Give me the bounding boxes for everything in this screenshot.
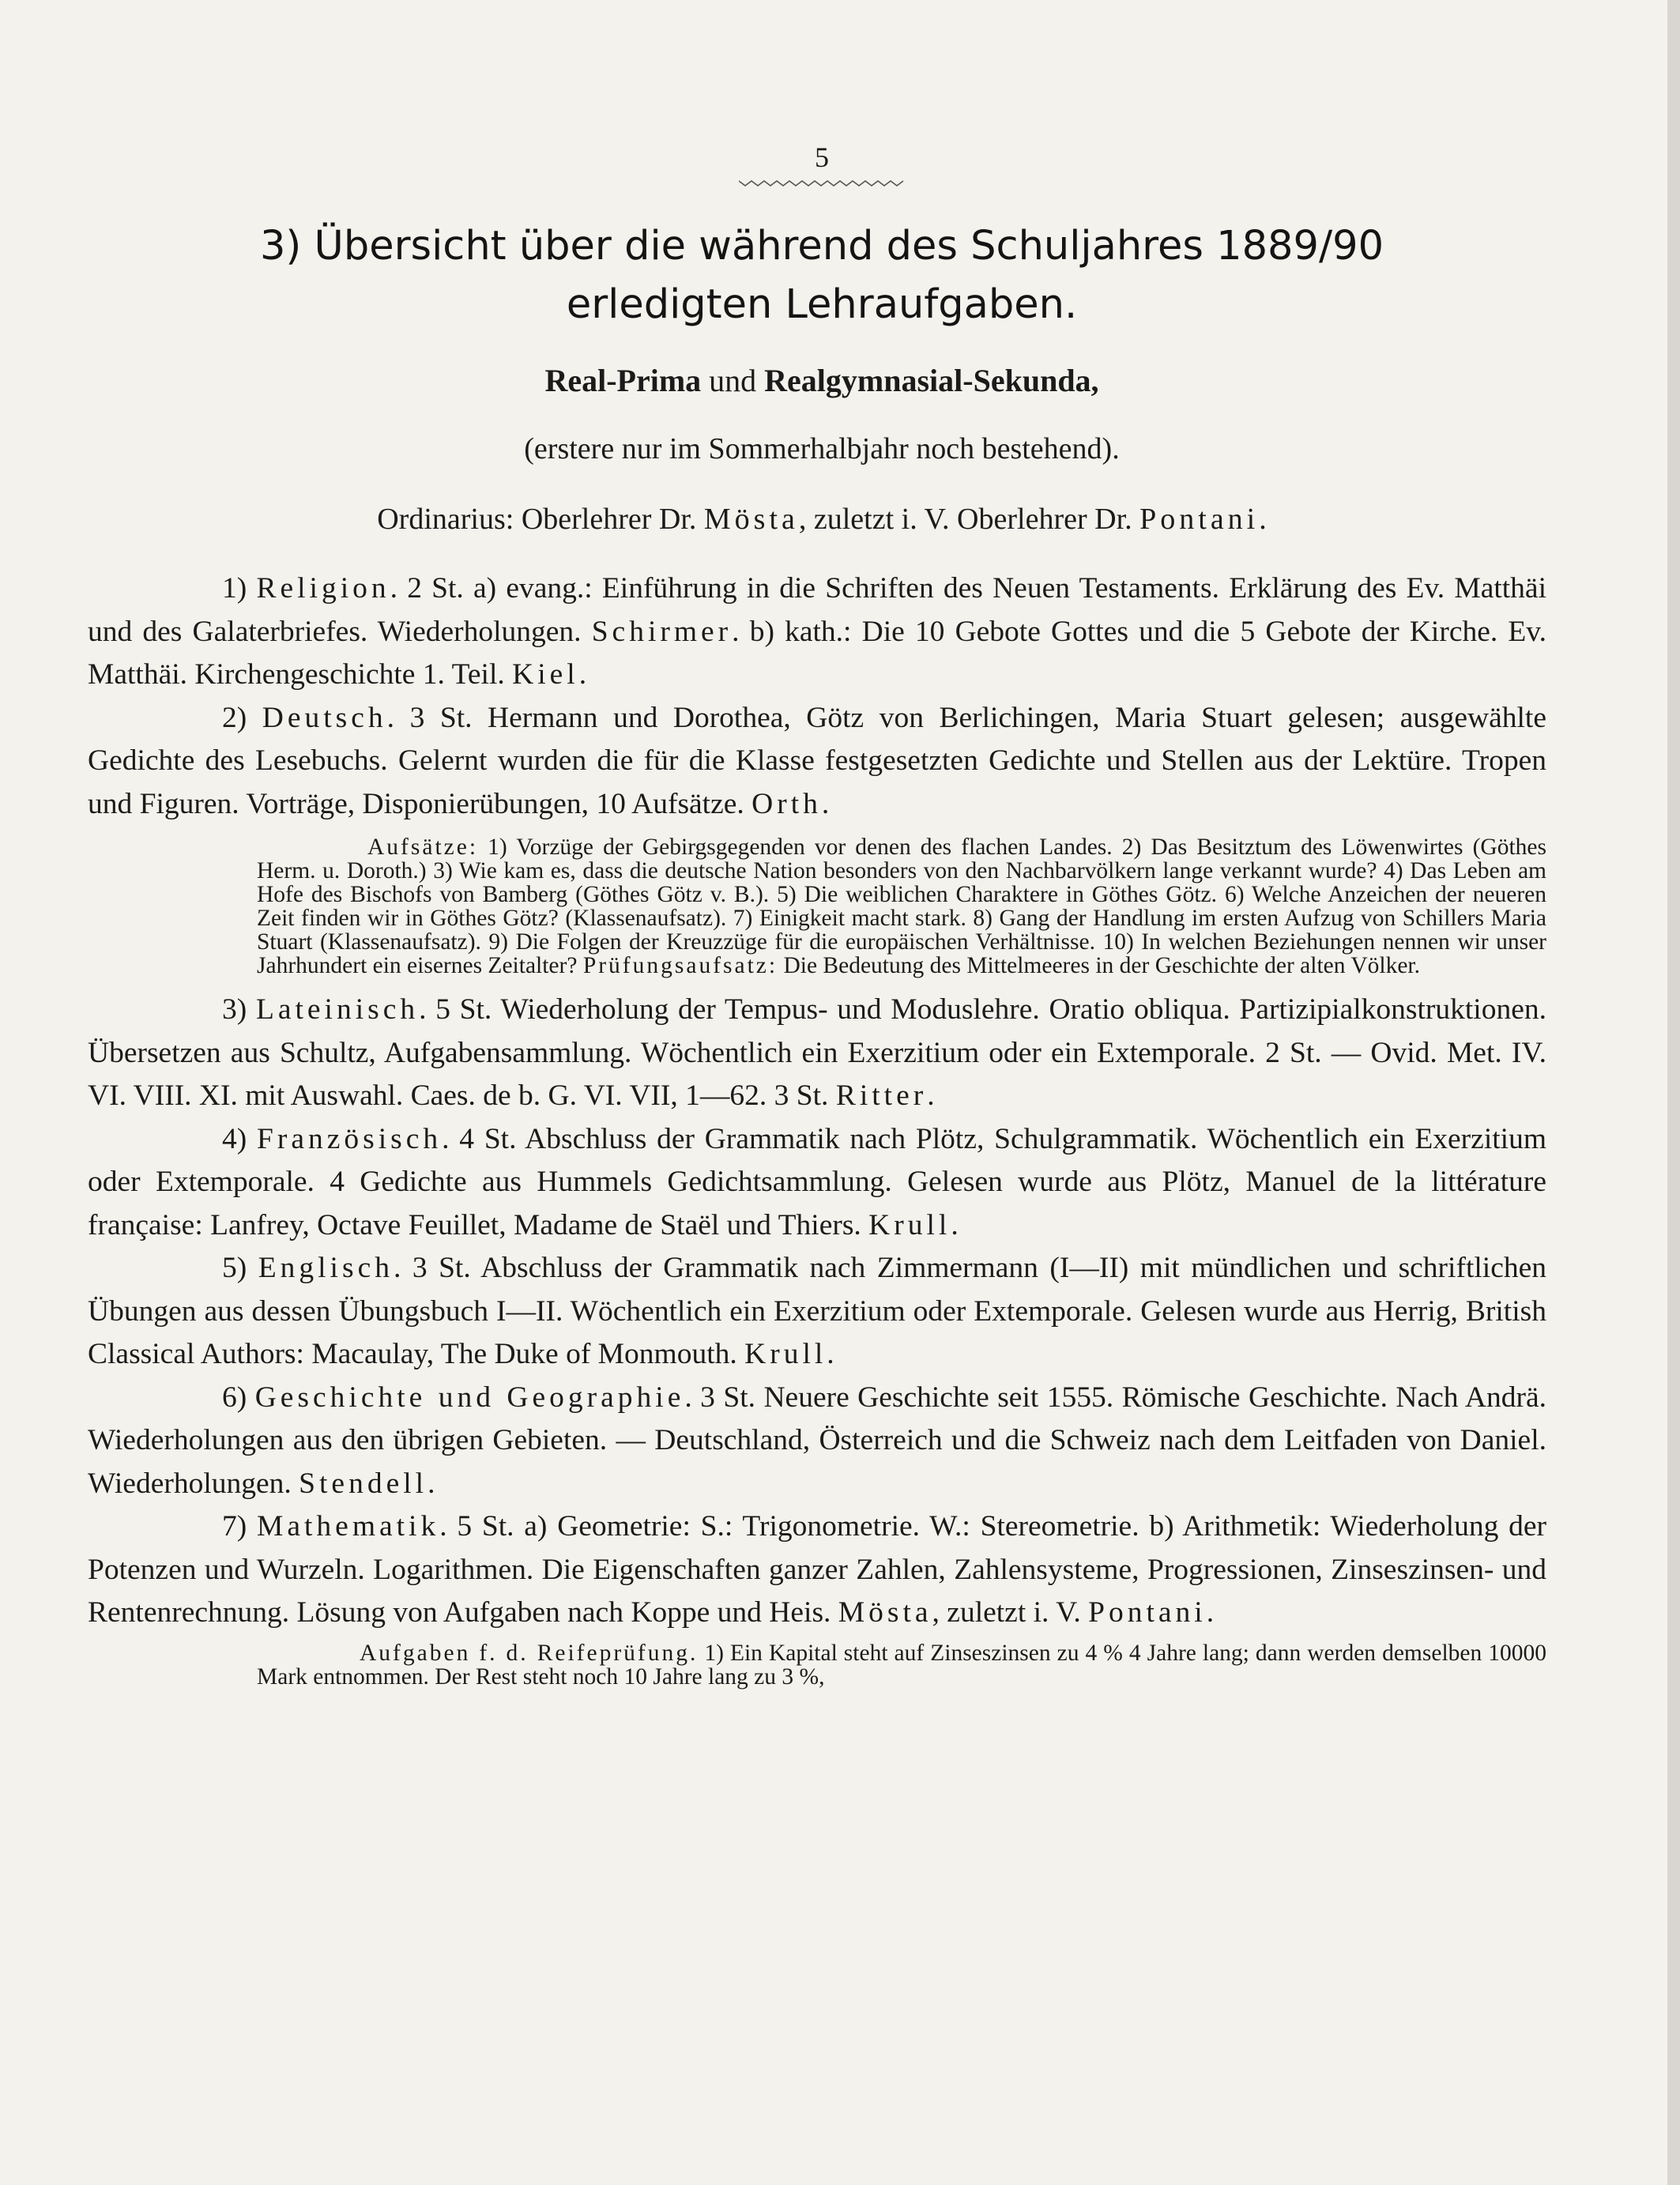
aufsaetze-text: 1) Vorzüge der Gebirgsgegenden vor denen des flachen Landes. 2) Das Besitztum des Löwenwirtes (Göthes Herm. u. Doroth.) 3) Wie kam es, dass die deutsche Nation besonders von den Nachbarvölkern lange verkannt wurde? 4) Das Leben am Hofe des Bischofs von Bamberg (Göthes Götz v. B.). 5) Die weiblichen Charaktere in Göthes Götz. 6) Welche Anzeichen der neueren Zeit finden wir in Göthes Götz? (Klassenaufsatz). 7) Einigkeit macht stark. 8) Gang der Handlung im ersten Aufzug von Schillers Maria Stuart (Klassenaufsatz). 9) Die Folgen der Kreuzzüge für die europäischen Verhältnisse. 10) In welchen Beziehungen nennen wir unser Jahrhundert ein eisernes Zeitalter? [257, 834, 1546, 978]
ordinarius-name-1: Mösta [703, 503, 799, 536]
section-latein [88, 989, 1546, 1118]
deutsch-end: . [821, 787, 830, 820]
subtitle-note: (erstere nur im Sommerhalbjahr noch bestehend). [524, 432, 1120, 465]
latein-subject: Lateinisch [255, 993, 420, 1026]
religion-text-2: . b) kath.: Die 10 Gebote Gottes und die 5 Gebote der Kirche. Ev. Matthäi. Kirchengeschichte 1. Teil. [88, 615, 1546, 691]
deutsch-num: 2) [222, 701, 262, 734]
ordinarius-prefix: Ordinarius: Oberlehrer Dr. [377, 503, 704, 536]
reifepruefung-note [257, 1641, 1546, 1689]
deutsch-text: . 3 St. Hermann und Dorothea, Götz von Berlichingen, Maria Stuart gelesen; ausgewählte Gedichte des Lesebuchs. Gelernt wurden die für die Klasse festgesetzten Gedichte und Stellen aus der Lektüre. Tropen und Figuren. Vorträge, Disponierübungen, 10 Aufsätze. [88, 701, 1546, 820]
class-prima: Real-Prima [544, 363, 702, 398]
deutsch-teacher: Orth [751, 787, 822, 820]
mathematik-subject: Mathematik [257, 1510, 440, 1543]
englisch-teacher: Krull [744, 1338, 827, 1370]
aufsaetze-label: Aufsätze: [367, 834, 479, 860]
geschichte-end: . [428, 1467, 435, 1500]
section-franzoesisch [88, 1118, 1546, 1248]
religion-num: 1) [222, 572, 257, 605]
heading-line-2: erledigten Lehraufgaben. [566, 281, 1078, 328]
franzoesisch-text: . 4 St. Abschluss der Grammatik nach Plötz, Schulgrammatik. Wöchentlich ein Exerzitium oder Extemporale. 4 Gedichte aus Hummels Gedichtsammlung. Gelesen wurde aus Plötz, Manuel de la littérature française: Lanfrey, Octave Feuillet, Madame de Staël und Thiers. [88, 1122, 1546, 1241]
latein-text: . 5 St. Wiederholung der Tempus- und Moduslehre. Oratio obliqua. Partizipialkonstruktionen. Übersetzen aus Schultz, Aufgabensammlung. Wöchentlich ein Exerzitium oder ein Extemporale. 2 St. — Ovid. Met. IV. VI. VIII. XI. mit Auswahl. Caes. de b. G. VI. VII, 1—62. 3 St. [88, 993, 1546, 1112]
geschichte-teacher: Stendell [299, 1467, 428, 1500]
latein-teacher: Ritter [835, 1079, 928, 1112]
ornament-divider [739, 178, 905, 187]
religion-teacher-1: Schirmer [591, 615, 733, 648]
reifepruefung-label: Aufgaben f. d. Reifeprüfung. [360, 1640, 699, 1666]
mathematik-num: 7) [222, 1510, 258, 1543]
page-edge [1667, 0, 1680, 2185]
pruefungsaufsatz-label: Prüfungsaufsatz: [582, 953, 778, 978]
mathematik-teacher-1: Mösta [838, 1596, 932, 1629]
curriculum-body [88, 567, 1546, 1689]
religion-end: . [578, 658, 587, 691]
deutsch-subject: Deutsch [262, 701, 387, 734]
religion-teacher-2: Kiel [512, 658, 579, 691]
latein-num: 3) [222, 993, 256, 1026]
reifepruefung-text: 1) Ein Kapital steht auf Zinseszinsen zu 4 % 4 Jahre lang; dann werden demselben 10000 Mark entnommen. Der Rest steht noch 10 Jahre lang zu 3 %, [257, 1640, 1547, 1690]
class-sekunda: Realgymnasial-Sekunda, [764, 363, 1099, 398]
ordinarius-suffix: . [1259, 503, 1267, 536]
pruefungsaufsatz-text: Die Bedeutung des Mittelmeeres in der Geschichte der alten Völker. [778, 953, 1421, 978]
franzoesisch-num: 4) [222, 1122, 258, 1155]
ordinarius-middle: , zuletzt i. V. Oberlehrer Dr. [798, 503, 1140, 536]
section-mathematik [88, 1505, 1546, 1635]
mathematik-text: . 5 St. a) Geometrie: S.: Trigonometrie. W.: Stereometrie. b) Arithmetik: Wiederholung der Potenzen und Wurzeln. Logarithmen. Die Eigenschaften ganzer Zahlen, Zahlensysteme, Progressionen, Zinseszinsen- und Rentenrechnung. Lösung von Aufgaben nach Koppe und Heis. [88, 1510, 1546, 1629]
franzoesisch-end: . [951, 1208, 959, 1241]
geschichte-subject: Geschichte und Geographie [254, 1381, 685, 1414]
mathematik-middle: , zuletzt i. V. [932, 1596, 1089, 1629]
geschichte-text: . 3 St. Neuere Geschichte seit 1555. Römische Geschichte. Nach Andrä. Wiederholungen aus den übrigen Gebieten. — Deutschland, Österreich und die Schweiz nach dem Leitfaden von Daniel. Wiederholungen. [88, 1381, 1546, 1500]
geschichte-num: 6) [222, 1381, 255, 1414]
franzoesisch-subject: Französisch [257, 1122, 443, 1155]
aufsaetze-note [257, 835, 1546, 978]
ordinarius-line [0, 502, 1644, 537]
mathematik-teacher-2: Pontani [1088, 1596, 1207, 1629]
section-englisch [88, 1247, 1546, 1377]
heading-line-1: 3) Übersicht über die während des Schuljahres 1889/90 [259, 223, 1384, 269]
religion-text: . 2 St. a) evang.: Einführung in die Schriften des Neuen Testaments. Erklärung des Ev. Matthäi und des Galaterbriefes. Wiederholungen. [88, 572, 1546, 648]
section-religion [88, 567, 1546, 697]
englisch-num: 5) [222, 1252, 258, 1284]
class-subtitle [0, 362, 1644, 399]
englisch-end: . [827, 1338, 834, 1370]
franzoesisch-teacher: Krull [868, 1208, 951, 1241]
latein-end: . [927, 1079, 935, 1112]
subtitle-und: und [701, 363, 765, 398]
mathematik-end: . [1206, 1596, 1215, 1629]
englisch-text: . 3 St. Abschluss der Grammatik nach Zimmermann (I—II) mit mündlichen und schriftlichen Übungen aus dessen Übungsbuch I—II. Wöchentlich ein Exerzitium oder Extemporale. Gelesen wurde aus Herrig, British Classical Authors: Macaulay, The Duke of Monmouth. [88, 1252, 1546, 1370]
englisch-subject: Englisch [258, 1252, 394, 1284]
section-geschichte [88, 1377, 1546, 1506]
religion-subject: Religion [256, 572, 390, 605]
ordinarius-name-2: Pontani [1139, 503, 1260, 536]
page-number: 5 [815, 141, 829, 173]
section-deutsch [88, 697, 1546, 827]
